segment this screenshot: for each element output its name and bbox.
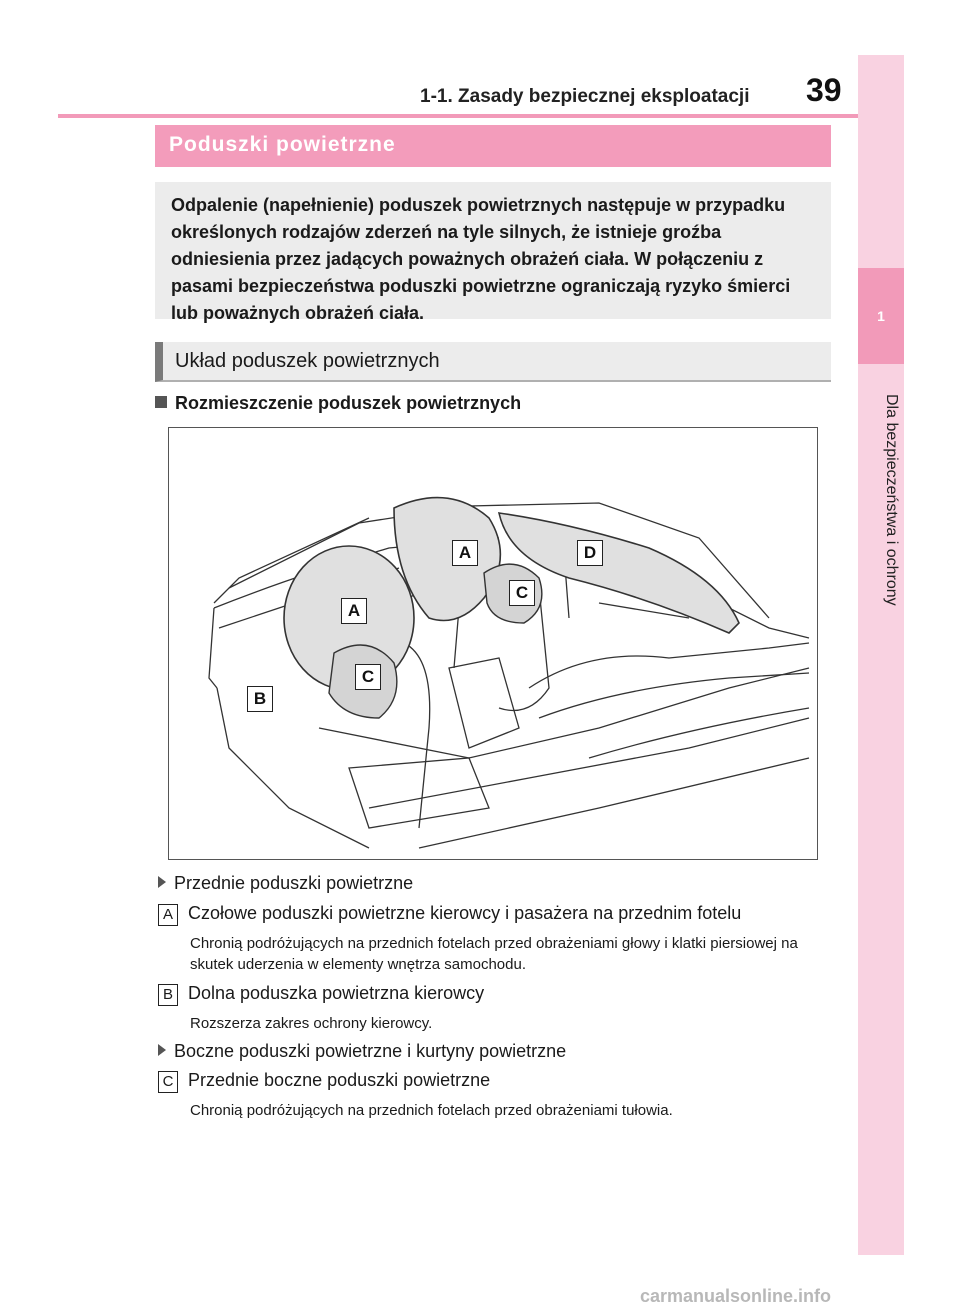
item-c-title: Przednie boczne poduszki powietrzne (188, 1070, 491, 1090)
list-item-front (158, 873, 413, 894)
watermark: carmanualsonline.info (640, 1286, 832, 1306)
intro-box (155, 182, 831, 323)
label-c-passenger-side: C (509, 580, 535, 606)
chapter-tab[interactable] (858, 268, 904, 364)
item-c-desc: Chronią podróżujących na przednich fotelach przed obrażeniami tułowia. (190, 1102, 673, 1119)
list-item-b (158, 983, 484, 1006)
side-airbags-heading: Boczne poduszki powietrzne i kurtyny powietrzne (174, 1041, 567, 1061)
bullet-heading-text: Rozmieszczenie poduszek powietrznych (175, 393, 522, 413)
running-header: 1-1. Zasady bezpiecznej eksploatacji (420, 86, 750, 107)
triangle-bullet-icon (158, 1044, 166, 1056)
letter-box-c: C (158, 1071, 178, 1093)
letter-box-b: B (158, 984, 178, 1006)
bullet-heading (155, 393, 521, 414)
subsection-header (155, 342, 831, 382)
page-number: 39 (806, 72, 842, 108)
chapter-sidebar (858, 55, 904, 1255)
item-a-title: Czołowe poduszki powietrzne kierowcy i pasażera na przednim fotelu (188, 903, 742, 923)
chapter-title: Dla bezpieczeństwa i ochrony (883, 394, 900, 606)
list-item-a (158, 903, 741, 926)
item-a-desc: Chronią podróżujących na przednich fotelach przed obrażeniami głowy i klatki piersiowej na skutek uderzenia w elementy wnętrza samochodu. (190, 935, 798, 973)
label-a-passenger: A (452, 540, 478, 566)
section-title: Poduszki powietrzne (169, 133, 396, 156)
label-c-driver-side: C (355, 664, 381, 690)
header-rule (58, 114, 858, 118)
intro-text: Odpalenie (napełnienie) poduszek powietrznych następuje w przypadku określonych rodzajów zderzeń na tyle silnych, że istnieje groźba odniesienia przez jadących poważnych obrażeń ciała. W połączeniu z pasami bezpieczeństwa poduszki powietrzne ograniczają ryzyko śmierci lub poważnych obrażeń ciała. (171, 195, 791, 323)
airbag-diagram (168, 427, 818, 860)
subsection-title: Układ poduszek powietrznych (175, 350, 440, 372)
front-airbags-heading: Przednie poduszki powietrzne (174, 873, 414, 893)
triangle-bullet-icon (158, 876, 166, 888)
chapter-number: 1 (877, 308, 885, 324)
label-d-curtain: D (577, 540, 603, 566)
list-item-side (158, 1041, 566, 1062)
car-interior-illustration (169, 428, 819, 861)
letter-box-a: A (158, 904, 178, 926)
list-item-c (158, 1070, 490, 1093)
label-b-knee: B (247, 686, 273, 712)
item-b-title: Dolna poduszka powietrzna kierowcy (188, 983, 485, 1003)
square-bullet-icon (155, 396, 167, 408)
section-header (155, 125, 831, 167)
label-a-driver: A (341, 598, 367, 624)
item-b-desc: Rozszerza zakres ochrony kierowcy. (190, 1015, 433, 1032)
